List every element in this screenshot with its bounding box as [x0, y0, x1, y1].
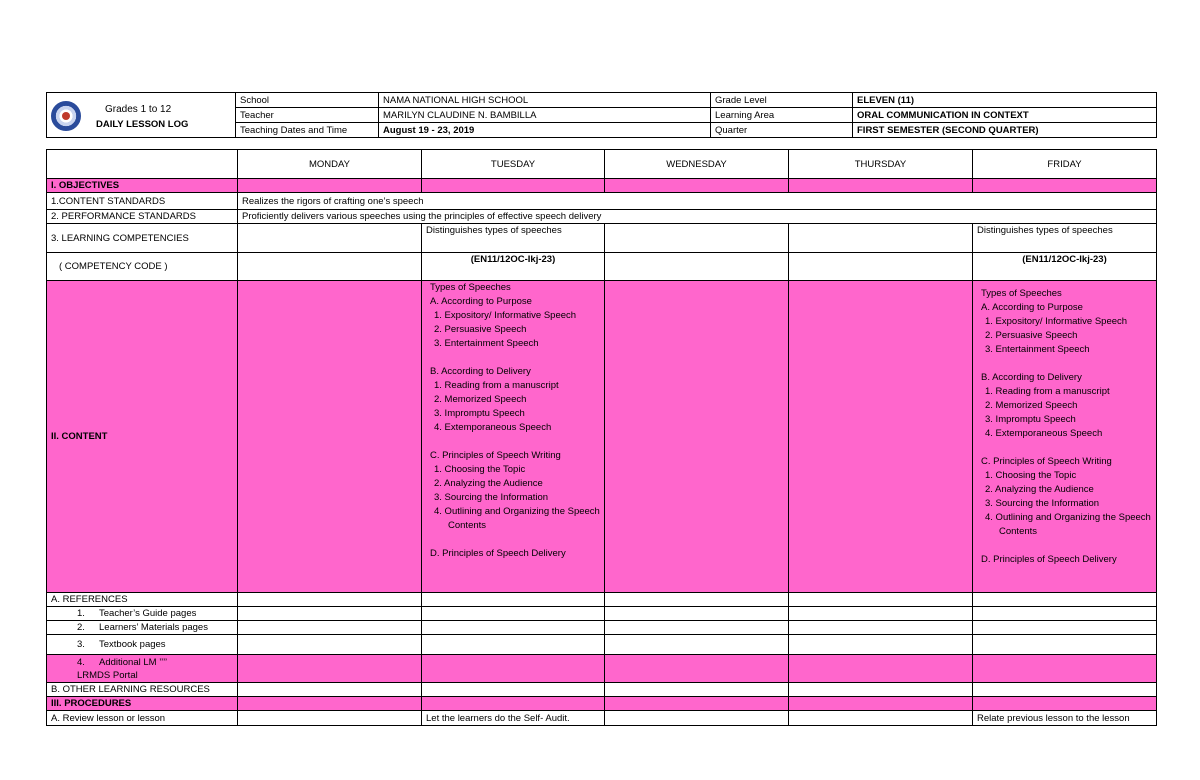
list-item: 1. Choosing the Topic [985, 470, 1077, 481]
list-item: 1. Expository/ Informative Speech [985, 316, 1128, 327]
content-closing: D. Principles of Speech Delivery [430, 548, 566, 559]
quarter-label: Quarter [711, 123, 853, 138]
lesson-table [46, 149, 1157, 726]
list-item: 1. Reading from a manuscript [985, 386, 1110, 397]
content-title: Types of Speeches [430, 282, 511, 293]
content-standards-label: 1.CONTENT STANDARDS [47, 193, 238, 210]
list-item: 4. Outlining and Organizing the Speech Contents [985, 512, 1151, 537]
list-item: 2. Persuasive Speech [434, 324, 527, 335]
learning-area-label: Learning Area [711, 108, 853, 123]
learning-competencies-friday: Distinguishes types of speeches [973, 224, 1157, 253]
learning-area-value: ORAL COMMUNICATION IN CONTEXT [853, 108, 1157, 123]
content-group-c-heading: C. Principles of Speech Writing [430, 450, 561, 461]
dates-value: August 19 - 23, 2019 [379, 123, 711, 138]
ref-row-3 [47, 635, 1157, 655]
review-tuesday: Let the learners do the Self- Audit. [422, 711, 605, 726]
content-tuesday [422, 281, 605, 593]
content-row [47, 281, 1157, 593]
competency-code-label: ( COMPETENCY CODE ) [47, 253, 238, 281]
ref-textbook: 3. Textbook pages [47, 635, 238, 655]
header-table [46, 92, 1157, 138]
content-group-a-heading: A. According to Purpose [430, 296, 532, 307]
list-item: 3. Sourcing the Information [985, 498, 1100, 509]
competency-code-row [47, 253, 1157, 281]
content-group-a-heading: A. According to Purpose [981, 302, 1083, 313]
teacher-label: Teacher [236, 108, 379, 123]
list-item: 2. Analyzing the Audience [985, 484, 1094, 495]
performance-standards-row [47, 210, 1157, 224]
list-item: 4. Extemporaneous Speech [985, 428, 1103, 439]
teacher-value: MARILYN CLAUDINE N. BAMBILLA [379, 108, 711, 123]
review-label: A. Review lesson or lesson [47, 711, 238, 726]
content-group-b-heading: B. According to Delivery [981, 372, 1082, 383]
logo-cell [47, 93, 236, 138]
ref-row-2 [47, 621, 1157, 635]
list-item: 2. Memorized Speech [434, 394, 527, 405]
day-monday: MONDAY [238, 150, 422, 179]
performance-standards-value: Proficiently delivers various speeches using the principles of effective speech delivery [238, 210, 1157, 224]
ref-row-1 [47, 607, 1157, 621]
performance-standards-label: 2. PERFORMANCE STANDARDS [47, 210, 238, 224]
content-group-c-heading: C. Principles of Speech Writing [981, 456, 1112, 467]
log-title: DAILY LESSON LOG [96, 119, 189, 130]
content-standards-row [47, 193, 1157, 210]
grades-label: Grades 1 to 12 [105, 104, 172, 115]
quarter-value: FIRST SEMESTER (SECOND QUARTER) [853, 123, 1157, 138]
grade-level-label: Grade Level [711, 93, 853, 108]
deped-seal-icon [51, 101, 81, 131]
ref-additional-lm: 4. Additional LM ’’’’ LRMDS Portal [47, 655, 238, 683]
ref-teachers-guide: 1. Teacher’s Guide pages [47, 607, 238, 621]
list-item: 2. Persuasive Speech [985, 330, 1078, 341]
grade-level-value: ELEVEN (11) [853, 93, 1157, 108]
list-item: 2. Memorized Speech [985, 400, 1078, 411]
ref-learners-materials: 2. Learners’ Materials pages [47, 621, 238, 635]
content-label: II. CONTENT [47, 281, 238, 593]
competency-code-tuesday: (EN11/12OC-Ikj-23) [422, 253, 605, 281]
list-item: 4. Outlining and Organizing the Speech Contents [434, 506, 600, 531]
list-item: 4. Extemporaneous Speech [434, 422, 552, 433]
learning-competencies-label: 3. LEARNING COMPETENCIES [47, 224, 238, 253]
references-label: A. REFERENCES [47, 593, 238, 607]
review-friday: Relate previous lesson to the lesson [973, 711, 1157, 726]
content-list-tuesday [426, 281, 600, 561]
list-item: 3. Entertainment Speech [434, 338, 539, 349]
other-resources-row [47, 683, 1157, 697]
procedures-row [47, 697, 1157, 711]
school-label: School [236, 93, 379, 108]
list-item: 3. Sourcing the Information [434, 492, 549, 503]
learning-competencies-row [47, 224, 1157, 253]
school-value: NAMA NATIONAL HIGH SCHOOL [379, 93, 711, 108]
ref-row-4 [47, 655, 1157, 683]
objectives-label: I. OBJECTIVES [47, 179, 238, 193]
list-item: 3. Entertainment Speech [985, 344, 1090, 355]
content-closing: D. Principles of Speech Delivery [981, 554, 1117, 565]
list-item: 1. Reading from a manuscript [434, 380, 559, 391]
objectives-row [47, 179, 1157, 193]
content-title: Types of Speeches [981, 288, 1062, 299]
content-standards-value: Realizes the rigors of crafting one’s speech [238, 193, 1157, 210]
content-list-friday [977, 287, 1152, 567]
other-resources-label: B. OTHER LEARNING RESOURCES [47, 683, 238, 697]
list-item: 2. Analyzing the Audience [434, 478, 543, 489]
day-wednesday: WEDNESDAY [605, 150, 789, 179]
review-row [47, 711, 1157, 726]
references-row [47, 593, 1157, 607]
procedures-label: III. PROCEDURES [47, 697, 238, 711]
list-item: 3. Impromptu Speech [985, 414, 1076, 425]
competency-code-friday: (EN11/12OC-Ikj-23) [973, 253, 1157, 281]
day-thursday: THURSDAY [789, 150, 973, 179]
list-item: 3. Impromptu Speech [434, 408, 525, 419]
list-item: 1. Expository/ Informative Speech [434, 310, 577, 321]
day-header-row [47, 150, 1157, 179]
content-group-b-heading: B. According to Delivery [430, 366, 531, 377]
day-friday: FRIDAY [973, 150, 1157, 179]
learning-competencies-tuesday: Distinguishes types of speeches [422, 224, 605, 253]
content-friday [973, 281, 1157, 593]
list-item: 1. Choosing the Topic [434, 464, 526, 475]
day-tuesday: TUESDAY [422, 150, 605, 179]
dates-label: Teaching Dates and Time [236, 123, 379, 138]
